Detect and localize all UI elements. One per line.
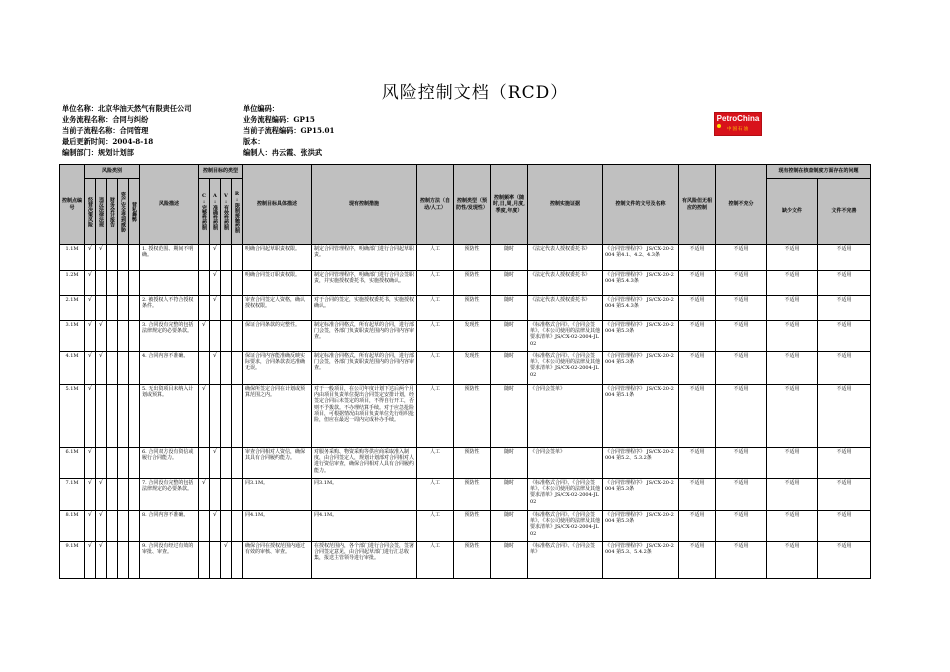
risk-category-cell: [85, 448, 96, 479]
goal-type-cell: [221, 385, 232, 448]
no-control-status: 不适用: [679, 385, 716, 448]
goal-type-cell: [232, 352, 243, 385]
control-doc-ref: 《合同管理程序》 JS/CX-20-2004 第5.2、5.3.2条: [603, 448, 679, 479]
insufficient-status: 不适用: [716, 321, 767, 352]
risk-description: [140, 271, 199, 296]
control-doc-ref: 《合同管理程序》 JS/CX-20-2004 第5.4.3条: [603, 271, 679, 296]
control-evidence: 《标准格式合同》、《合同会签单》、《本公司使用的法律及其他要求清单》JS/CX-02-2004-JL02: [528, 321, 603, 352]
risk-category-cell: [85, 511, 96, 542]
risk-description: 9. 合同没有经过有效的审批、审查。: [140, 542, 199, 579]
header-frequency: 控制频率（随时,日,周,月度,季度,年度）: [491, 165, 528, 245]
control-frequency: 随时: [491, 296, 528, 321]
control-measures: 对服务采购、物资采购等供应商采取准入制度，由合同签定人，规划计划部对合同相对人进行资信审查，确保合同相对人具有合同履约能力。: [312, 448, 417, 479]
goal-type-cell: [199, 271, 210, 296]
risk-category-cell: [85, 542, 96, 579]
control-method: 人工: [417, 321, 454, 352]
goal-type-cell: [199, 296, 210, 321]
goal-type-cell: [221, 542, 232, 579]
gap-improve-status: 不适用: [818, 271, 871, 296]
gap-lack-status: 不适用: [767, 511, 818, 542]
no-control-status: 不适用: [679, 296, 716, 321]
header-risk-desc: 风险描述: [140, 165, 199, 245]
table-row: [60, 385, 871, 448]
risk-category-cell: [107, 321, 118, 352]
check-mark-icon: √: [88, 448, 92, 455]
insufficient-status: 不适用: [716, 296, 767, 321]
meta-right-block: [243, 103, 335, 158]
risk-category-cell: [129, 296, 140, 321]
goal-type-cell: [232, 448, 243, 479]
risk-category-cell: [107, 352, 118, 385]
check-mark-icon: √: [88, 479, 92, 486]
risk-category-cell: [118, 385, 129, 448]
gap-lack-status: 不适用: [767, 271, 818, 296]
header-goal-col-c: C:完整性控制: [199, 179, 210, 245]
logo-text: PetroChina: [716, 114, 760, 123]
control-doc-ref: 《合同管理程序》 JS/CX-20-2004 第5.3条: [603, 479, 679, 511]
no-control-status: 不适用: [679, 479, 716, 511]
risk-category-cell: [107, 385, 118, 448]
goal-type-cell: [221, 296, 232, 321]
goal-type-cell: [221, 352, 232, 385]
check-mark-icon: √: [213, 448, 217, 455]
control-evidence: 《标准格式合同》、《合同会签单》: [528, 542, 603, 579]
table-row: [60, 296, 871, 321]
control-evidence: 《法定代表人授权委托书》: [528, 271, 603, 296]
header-goal-type: 控制目标的类型: [199, 165, 243, 179]
goal-type-cell: [210, 479, 221, 511]
no-control-status: 不适用: [679, 448, 716, 479]
goal-description: 同4.1M。: [243, 511, 312, 542]
control-method: 人工: [417, 296, 454, 321]
gap-improve-status: 不适用: [818, 542, 871, 579]
risk-category-cell: [85, 296, 96, 321]
check-mark-icon: √: [88, 511, 92, 518]
risk-category-cell: [96, 296, 107, 321]
check-mark-icon: √: [202, 385, 206, 392]
control-type: 预防性: [454, 479, 491, 511]
control-method: 人工: [417, 542, 454, 579]
risk-description: 8. 合同内容不准确。: [140, 511, 199, 542]
control-doc-ref: 《合同管理程序》 JS/CX-20-2004 第5.3、5.4.2条: [603, 542, 679, 579]
gap-lack-status: 不适用: [767, 245, 818, 271]
goal-description: 审查合同签定人资格，确认授权权限。: [243, 296, 312, 321]
goal-type-cell: [221, 511, 232, 542]
control-point-id: 4.1M: [60, 352, 85, 385]
risk-category-cell: [96, 542, 107, 579]
control-evidence: 《合同会签单》: [528, 448, 603, 479]
check-mark-icon: √: [99, 542, 103, 549]
risk-category-cell: [129, 479, 140, 511]
insufficient-status: 不适用: [716, 448, 767, 479]
goal-type-cell: [232, 479, 243, 511]
goal-description: 明确合同签订职责权限。: [243, 271, 312, 296]
version: 版本：: [243, 137, 265, 146]
risk-category-cell: [107, 296, 118, 321]
risk-category-cell: [85, 245, 96, 271]
risk-category-cell: [129, 245, 140, 271]
header-measures: 现有控制措施: [312, 165, 417, 245]
risk-category-cell: [118, 542, 129, 579]
check-mark-icon: √: [213, 245, 217, 252]
control-type: 发现性: [454, 321, 491, 352]
check-mark-icon: √: [213, 271, 217, 278]
risk-category-cell: [85, 352, 96, 385]
risk-category-cell: [129, 321, 140, 352]
risk-category-cell: [118, 245, 129, 271]
control-method: 人工: [417, 352, 454, 385]
check-mark-icon: √: [99, 479, 103, 486]
risk-category-cell: [96, 352, 107, 385]
risk-category-cell: [96, 321, 107, 352]
goal-type-cell: [232, 511, 243, 542]
goal-type-cell: [210, 448, 221, 479]
control-method: 人工: [417, 479, 454, 511]
control-measures: 同3.1M。: [312, 479, 417, 511]
control-doc-ref: 《合同管理程序》 JS/CX-20-2004 第5.3条: [603, 511, 679, 542]
check-mark-icon: √: [224, 542, 228, 549]
control-doc-ref: 《合同管理程序》 JS/CX-20-2004 第5.3条: [603, 321, 679, 352]
biz-process-name: 业务流程名称：合同与纠纷: [62, 115, 149, 124]
control-frequency: 随时: [491, 479, 528, 511]
header-risk-col-2: 违反法律法规: [96, 179, 107, 245]
control-point-id: 2.1M: [60, 296, 85, 321]
control-frequency: 随时: [491, 321, 528, 352]
goal-type-cell: [232, 321, 243, 352]
control-point-id: 8.1M: [60, 511, 85, 542]
check-mark-icon: √: [213, 352, 217, 359]
check-mark-icon: √: [88, 352, 92, 359]
risk-category-cell: [85, 271, 96, 296]
table-row: [60, 352, 871, 385]
gap-improve-status: 不适用: [818, 479, 871, 511]
control-frequency: 随时: [491, 385, 528, 448]
goal-type-cell: [210, 245, 221, 271]
risk-category-cell: [85, 321, 96, 352]
control-type: 预防性: [454, 542, 491, 579]
table-row: [60, 271, 871, 296]
control-measures: 制定合同管理程序，明确部门进行合同会签职责，并实施授权委托书，实施授权确认。: [312, 271, 417, 296]
gap-improve-status: 不适用: [818, 245, 871, 271]
header-insufficient: 控制不充分: [716, 165, 767, 245]
gap-improve-status: 不适用: [818, 321, 871, 352]
risk-description: 7. 合同没有完整的包括法律规定的必要条款。: [140, 479, 199, 511]
goal-type-cell: [232, 245, 243, 271]
risk-category-cell: [129, 385, 140, 448]
risk-category-cell: [96, 385, 107, 448]
table-row: [60, 479, 871, 511]
gap-improve-status: 不适用: [818, 296, 871, 321]
control-evidence: 《合同会签单》: [528, 385, 603, 448]
risk-description: 3. 合同没有完整的包括法律规定的必要条款。: [140, 321, 199, 352]
last-update: 最后更新时间：2004-8-18: [62, 137, 154, 146]
control-method: 人工: [417, 448, 454, 479]
check-mark-icon: √: [88, 296, 92, 303]
check-mark-icon: √: [202, 479, 206, 486]
control-type: 预防性: [454, 245, 491, 271]
header-risk-col-1: 经营决策风险: [85, 179, 96, 245]
goal-type-cell: [199, 511, 210, 542]
header-gap-improve: 文件不完善: [818, 179, 871, 245]
control-doc-ref: 《合同管理程序》 JS/CX-20-2004 第4.1、4.2、4.3条: [603, 245, 679, 271]
risk-category-cell: [85, 479, 96, 511]
goal-type-cell: [232, 385, 243, 448]
control-evidence: 《标准格式合同》、《合同会签单》、《本公司使用的法律及其他要求清单》JS/CX-02-2004-JL02: [528, 511, 603, 542]
unit-name: 单位名称：北京华油天然气有限责任公司: [62, 104, 192, 113]
goal-type-cell: [232, 296, 243, 321]
goal-type-cell: [210, 296, 221, 321]
meta-left-block: [62, 103, 191, 158]
goal-description: 明确合同起草职责权限。: [243, 245, 312, 271]
goal-description: 确保合同在授权范围内通过有效的审核、审查。: [243, 542, 312, 579]
unit-code: 单位编码：: [243, 104, 279, 113]
gap-lack-status: 不适用: [767, 352, 818, 385]
header-goal-col-a: A:准确性控制: [210, 179, 221, 245]
control-point-id: 5.1M: [60, 385, 85, 448]
table-row: [60, 448, 871, 479]
risk-category-cell: [129, 352, 140, 385]
header-cp-no: 控制点编号: [60, 165, 85, 245]
no-control-status: 不适用: [679, 542, 716, 579]
department: 编制部门：规划计划部: [62, 148, 134, 157]
gap-lack-status: 不适用: [767, 448, 818, 479]
no-control-status: 不适用: [679, 511, 716, 542]
control-type: 预防性: [454, 271, 491, 296]
header-method: 控制方法（自动/人工）: [417, 165, 454, 245]
petrochina-logo: [714, 112, 762, 136]
insufficient-status: 不适用: [716, 542, 767, 579]
check-mark-icon: √: [202, 321, 206, 328]
insufficient-status: 不适用: [716, 479, 767, 511]
goal-type-cell: [221, 245, 232, 271]
goal-description: 同3.1M。: [243, 479, 312, 511]
risk-category-cell: [118, 296, 129, 321]
control-method: 人工: [417, 385, 454, 448]
control-doc-ref: 《合同管理程序》 JS/CX-20-2004 第5.4.3条: [603, 296, 679, 321]
table-row: [60, 245, 871, 271]
no-control-status: 不适用: [679, 271, 716, 296]
author: 编制人：冉云霞、张洪武: [243, 148, 323, 157]
check-mark-icon: √: [99, 511, 103, 518]
goal-description: 保证合同条款的完整性。: [243, 321, 312, 352]
goal-type-cell: [232, 271, 243, 296]
check-mark-icon: √: [88, 385, 92, 392]
goal-type-cell: [210, 511, 221, 542]
risk-description: 4. 合同内容不准确。: [140, 352, 199, 385]
goal-type-cell: [199, 542, 210, 579]
biz-process-code: 业务流程编码：GP15: [243, 115, 315, 124]
no-control-status: 不适用: [679, 245, 716, 271]
goal-description: 确保所签定合同在计划或预算范围之内。: [243, 385, 312, 448]
header-gap-lack: 缺少文件: [767, 179, 818, 245]
control-evidence: 《法定代表人授权委托书》: [528, 245, 603, 271]
header-gap: 现有控制在核查制度方面存在的问题: [767, 165, 871, 179]
goal-type-cell: [221, 448, 232, 479]
risk-category-cell: [129, 271, 140, 296]
control-measures: 制定标准合同格式，所有起草的合同，进行部门会签，各部门负责职责范围内的合同内容审查。: [312, 352, 417, 385]
risk-description: 5. 无出资项目未纳入计划或预算。: [140, 385, 199, 448]
check-mark-icon: √: [99, 321, 103, 328]
control-measures: 制定标准合同格式，所有起草的合同，进行部门会签，各部门负责职责范围内的合同内容审查。: [312, 321, 417, 352]
control-frequency: 随时: [491, 542, 528, 579]
control-point-id: 1.1M: [60, 245, 85, 271]
control-frequency: 随时: [491, 511, 528, 542]
control-frequency: 随时: [491, 448, 528, 479]
risk-description: 1. 授权范围、期间不明确。: [140, 245, 199, 271]
insufficient-status: 不适用: [716, 271, 767, 296]
goal-type-cell: [199, 245, 210, 271]
gap-improve-status: 不适用: [818, 385, 871, 448]
risk-category-cell: [107, 479, 118, 511]
control-doc-ref: 《合同管理程序》 JS/CX-20-2004 第5.3条: [603, 352, 679, 385]
control-type: 预防性: [454, 511, 491, 542]
risk-category-cell: [129, 448, 140, 479]
goal-type-cell: [199, 385, 210, 448]
risk-category-cell: [85, 385, 96, 448]
header-control-type: 控制类型（预防性/发现性）: [454, 165, 491, 245]
rcd-table: [59, 164, 871, 579]
control-measures: 同4.1M。: [312, 511, 417, 542]
header-risk-col-3: 财务会计报告: [107, 179, 118, 245]
gap-improve-status: 不适用: [818, 511, 871, 542]
check-mark-icon: √: [99, 245, 103, 252]
gap-improve-status: 不适用: [818, 448, 871, 479]
risk-category-cell: [118, 271, 129, 296]
check-mark-icon: √: [99, 352, 103, 359]
goal-type-cell: [232, 542, 243, 579]
risk-category-cell: [96, 271, 107, 296]
control-point-id: 7.1M: [60, 479, 85, 511]
gap-improve-status: 不适用: [818, 352, 871, 385]
header-goal-col-r: R:限制接触控制: [232, 179, 243, 245]
goal-type-cell: [199, 352, 210, 385]
gap-lack-status: 不适用: [767, 296, 818, 321]
header-no-control: 有风险但无相应的控制: [679, 165, 716, 245]
risk-category-cell: [96, 511, 107, 542]
insufficient-status: 不适用: [716, 245, 767, 271]
risk-description: 2. 被授权人不符合授权条件。: [140, 296, 199, 321]
risk-category-cell: [118, 479, 129, 511]
goal-type-cell: [210, 271, 221, 296]
control-point-id: 3.1M: [60, 321, 85, 352]
control-evidence: 《标准格式合同》、《合同会签单》、《本公司使用的法律及其他要求清单》JS/CX-02-2004-JL02: [528, 479, 603, 511]
insufficient-status: 不适用: [716, 352, 767, 385]
risk-category-cell: [118, 448, 129, 479]
risk-category-cell: [96, 245, 107, 271]
goal-description: 审查合同相对人资信，确保其具有合同履约能力。: [243, 448, 312, 479]
goal-type-cell: [210, 542, 221, 579]
control-frequency: 随时: [491, 352, 528, 385]
control-method: 人工: [417, 511, 454, 542]
goal-type-cell: [199, 321, 210, 352]
header-risk-col-5: 营私舞弊: [129, 179, 140, 245]
gap-lack-status: 不适用: [767, 479, 818, 511]
sub-process-name: 当前子流程名称：合同管理: [62, 126, 149, 135]
control-type: 发现性: [454, 352, 491, 385]
goal-type-cell: [210, 352, 221, 385]
risk-category-cell: [118, 352, 129, 385]
control-type: 预防性: [454, 448, 491, 479]
header-evidence: 控制实施证据: [528, 165, 603, 245]
gap-lack-status: 不适用: [767, 321, 818, 352]
goal-type-cell: [199, 448, 210, 479]
control-measures: 对于合同的签定，实施授权委托书，实施授权确认。: [312, 296, 417, 321]
risk-category-cell: [118, 511, 129, 542]
control-evidence: 《标准格式合同》、《合同会签单》、《本公司使用的法律及其他要求清单》JS/CX-02-2004-JL02: [528, 352, 603, 385]
rcd-table-body: [60, 245, 871, 579]
header-risk-category: 风险类别: [85, 165, 140, 179]
control-method: 人工: [417, 245, 454, 271]
control-type: 预防性: [454, 385, 491, 448]
header-goal-desc: 控制目标具体描述: [243, 165, 312, 245]
check-mark-icon: √: [88, 542, 92, 549]
control-measures: 对于一般项目，在公司年度计划下达后两个月内由项目负责单位提出合同签定安排计划，经签定合同后未签定的项目，不得自行开工，否则不予拨款。不办理结算手续。对于应急抢险项目，可根据情况由项目负责单位先行组织抢险，但应在最迟一周内完成补办手续。: [312, 385, 417, 448]
check-mark-icon: √: [88, 245, 92, 252]
gap-lack-status: 不适用: [767, 542, 818, 579]
table-row: [60, 511, 871, 542]
insufficient-status: 不适用: [716, 385, 767, 448]
goal-description: 保证合同内容能准确反映实际要求，合同条款表达准确无误。: [243, 352, 312, 385]
risk-category-cell: [107, 542, 118, 579]
control-point-id: 1.2M: [60, 271, 85, 296]
gap-lack-status: 不适用: [767, 385, 818, 448]
header-doc-ref: 控制文件的文号及名称: [603, 165, 679, 245]
check-mark-icon: √: [213, 296, 217, 303]
goal-type-cell: [199, 479, 210, 511]
sub-process-code: 当前子流程编码：GP15.01: [243, 126, 335, 135]
control-frequency: 随时: [491, 245, 528, 271]
goal-type-cell: [221, 479, 232, 511]
control-type: 预防性: [454, 296, 491, 321]
risk-category-cell: [107, 511, 118, 542]
table-row: [60, 321, 871, 352]
control-measures: 在授权范围内，各个部门进行合同会签，签署合同签定意见，由合同起草部门进行汇总收集，报送主管领导进行审批。: [312, 542, 417, 579]
risk-category-cell: [96, 479, 107, 511]
control-measures: 制定合同管理程序，明确部门进行合同起草职责。: [312, 245, 417, 271]
no-control-status: 不适用: [679, 352, 716, 385]
risk-category-cell: [129, 511, 140, 542]
risk-category-cell: [107, 271, 118, 296]
risk-category-cell: [107, 245, 118, 271]
table-row: [60, 542, 871, 579]
control-point-id: 9.1M: [60, 542, 85, 579]
control-method: 人工: [417, 271, 454, 296]
risk-category-cell: [129, 542, 140, 579]
control-evidence: 《法定代表人授权委托书》: [528, 296, 603, 321]
control-doc-ref: 《合同管理程序》 JS/CX-20-2004 第5.1条: [603, 385, 679, 448]
insufficient-status: 不适用: [716, 511, 767, 542]
goal-type-cell: [221, 271, 232, 296]
control-point-id: 6.1M: [60, 448, 85, 479]
logo-subtext: 中国石油: [727, 127, 749, 132]
risk-category-cell: [107, 448, 118, 479]
document-title: 风险控制文档（RCD）: [381, 83, 569, 103]
risk-category-cell: [96, 448, 107, 479]
goal-type-cell: [221, 321, 232, 352]
check-mark-icon: √: [213, 511, 217, 518]
control-frequency: 随时: [491, 271, 528, 296]
header-risk-col-4: 资产安全受到威胁: [118, 179, 129, 245]
no-control-status: 不适用: [679, 321, 716, 352]
risk-category-cell: [118, 321, 129, 352]
header-goal-col-v: V:有效性控制: [221, 179, 232, 245]
check-mark-icon: √: [88, 271, 92, 278]
check-mark-icon: √: [88, 321, 92, 328]
goal-type-cell: [210, 385, 221, 448]
risk-description: 6. 合同双方没有资信或履行合同能力。: [140, 448, 199, 479]
goal-type-cell: [210, 321, 221, 352]
